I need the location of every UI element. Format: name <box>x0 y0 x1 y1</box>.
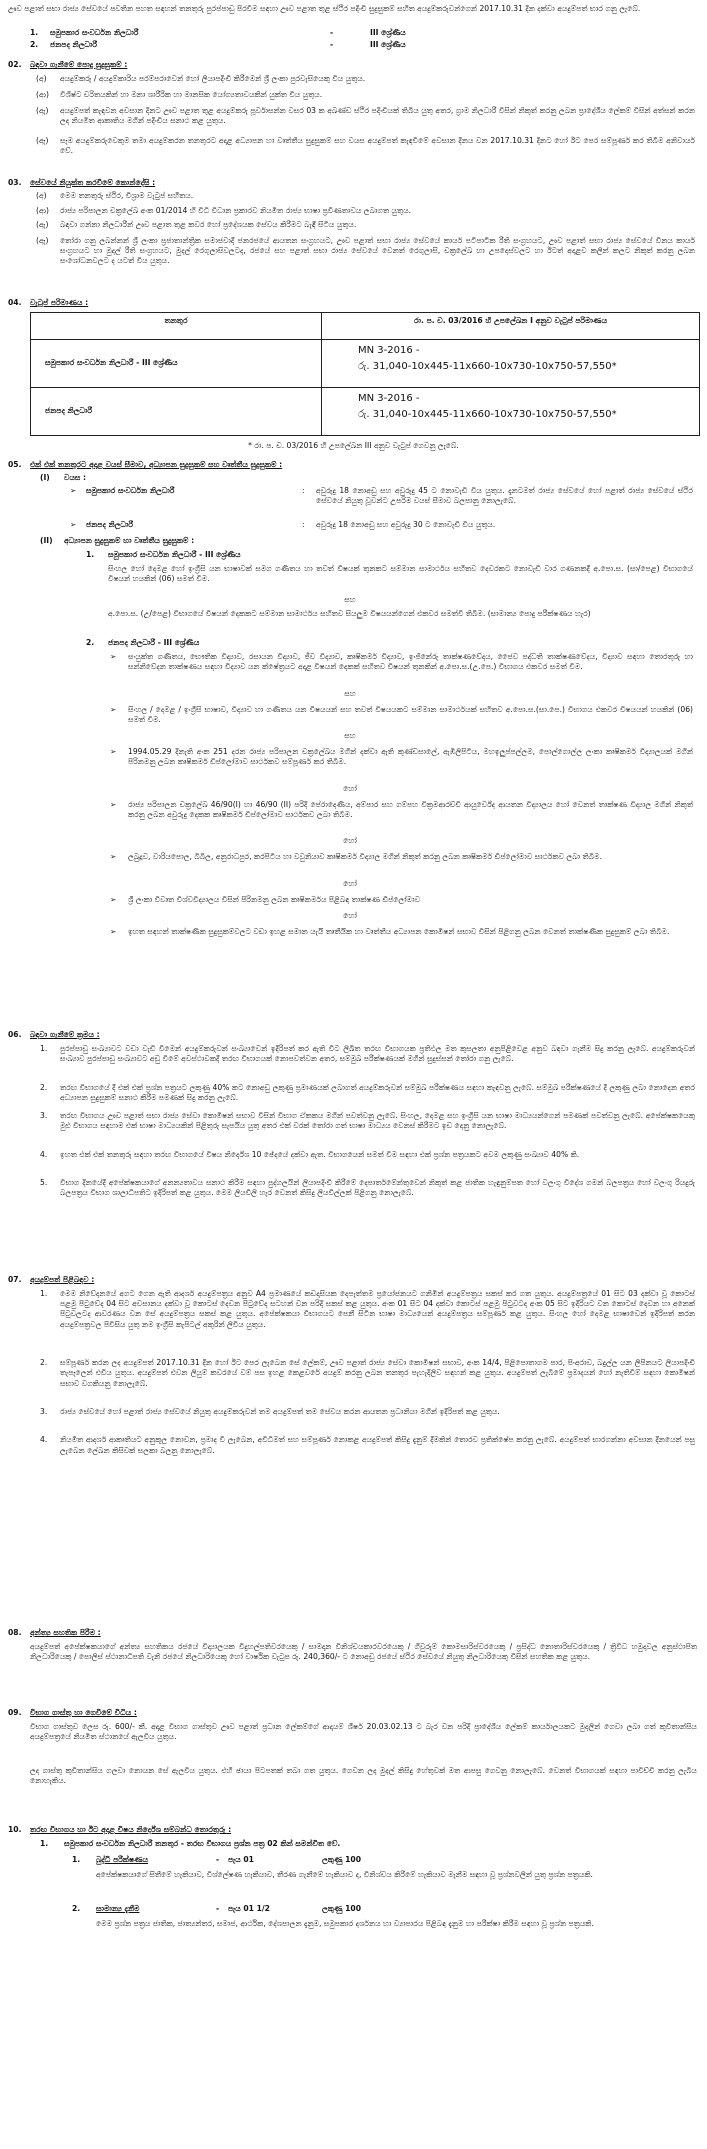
list-marker: (ඈ) <box>36 136 49 145</box>
table-cell-post: සමුපකාර සංවර්ධන නිලධාරී - III ශ්‍රේණිය <box>31 340 322 388</box>
age-post: ජනපද නිලධාරී <box>86 520 134 529</box>
section-number: 05. <box>8 460 22 469</box>
bullet-icon: ➢ <box>110 799 117 809</box>
section-number: 04. <box>8 298 22 307</box>
section-heading: අන්ත්‍ය සහතික පිරීම : <box>30 1628 101 1637</box>
paper-description: අපේක්ෂකයාගේ සිතීමේ හැකියාව, විශ්ලේෂණ හැකියාව, තීරණ ගැනීමේ හැකියාව ද, විනිශ්චය කිරීමේ හැකියාව මැනීම සඳහා වූ ප්‍රශ්නවලින් යුතු ප්‍රශ්න පත්‍රයකි. <box>96 1870 593 1879</box>
section-number: 03. <box>8 178 22 187</box>
section-heading: විභාග ගාස්තු හා ගෙවීමේ විධිය : <box>30 1708 137 1717</box>
qualification-text: ශ්‍රී ලංකා විවෘත විශ්වවිද්‍යාලය විසින් පිරිනමනු ලබන කෘෂිකර්මය පිළිබඳ තාක්ෂණ ඩිප්ලෝමාව <box>128 894 421 904</box>
section-number: 10. <box>8 1825 22 1834</box>
list-item-text: ඉහත එක් එක් තනතුරු සඳහා තරඟ විභාගයේ විෂය නිර්දේශ 10 ඡේදයේ දක්වා ඇත. විභාගයෙන් සමත් වීම සඳහා එක් ප්‍රශ්න පත්‍රයකට අවම ලකුණු සංඛ්‍යාව 40% කි. <box>60 1149 580 1159</box>
section-number: 08. <box>8 1628 22 1637</box>
qualification-text: රාජ්‍ය පරිපාලන චක්‍රලේඛ 46/90(I) හා 46/90 (II) පරිදි පේරාදෙණිය, අම්පාර සහ ගම්පහ වික්‍රමආරච්චි ආයුර්වේද ආයතන විද්‍යාලය හෝ වෙනත් තාක්ෂණ විද්‍යාල මගින් නිකුත් කරනු ලබන අවුරුදු දෙකක කෘෂිකර්ම ඩිප්ලෝමාව සාර්ථකව ලබා තිබීම. <box>128 799 693 819</box>
column-header-scale: රා. ප. ච. 03/2016 හි උපලේඛන I අනුව වැටුප් පරිමාණය <box>322 313 700 340</box>
bullet-icon: ➢ <box>70 520 77 529</box>
table-cell-post: ජනපද නිලධාරී <box>31 388 322 436</box>
intro-paragraph: ඌව පළාත් සභා රාජ්‍ය සේවයේ පවතින පහත සඳහන් තනතුරු පුරප්පාඩු පිරවීම සඳහා ඌව පළාත තුළ ස්ථිර පදිංචි සුදුසුකම් සහිත අයදුම්කරුවන්ගෙන් 2017.10.31 දින දක්වා අයදුම්පත් භාර ගනු ලැබේ. <box>8 4 641 13</box>
paper-marks: ලකුණු 100 <box>322 1904 361 1913</box>
list-item-text: රාජ්‍ය පරිපාලන චක්‍රලේඛ අංක 01/2014 හි විධි විධාන ප්‍රකාරව නියමිත රාජ්‍ය භාෂා ප්‍රවීණතාවය ලබාගත යුතුය. <box>60 206 412 215</box>
paper-name: සාමාන්‍ය දැනීම <box>96 1904 140 1913</box>
list-item-text: සම්පූර්ණ කරන ලද අයදුම්පත් 2017.10.31 දින හෝ ඊට පෙර ලැබෙන සේ ලේකම්, ඌව පළාත් රාජ්‍ය සේවා කොමිෂන් සභාව, අංක 14/4, පිළිපොතාගම පාර, පිංඅරාව, බදුල්ල යන ලිපිනයට ලියාපදිංචි තැපෑලෙන් එවිය යුතුය. අයදුම්පත් එවන ලියුම් කවරයේ වම් පස ඉහළ කෙළවරේ අයදුම් කරනු ලබන තනතුර පැහැදිලිව සඳහන් කළ යුතුය. අයදුම්පත් ලැබීමේ ප්‍රමාදයන් හෝ නැතිවීම් සඳහා කොමිෂන් සභාව වගකියනු නොලැබේ. <box>60 1358 695 1388</box>
list-item-text: මෙම තනතුරු ස්ථිර, විශ්‍රාම වැටුප් සහිතය. <box>60 191 194 200</box>
section-number: 09. <box>8 1708 22 1717</box>
list-marker: (අ) <box>36 191 47 200</box>
section-heading: එක් එක් තනතුරට අදාළ වයස් සීමාව, අධ්‍යාපන සුදුසුකම් සහ වෘත්තීය සුදුසුකම් : <box>30 460 283 469</box>
post-name: සමුපකාර සංවර්ධන නිලධාරී <box>50 28 139 37</box>
qual-post-title: ජනපද නිලධාරී - III ශ්‍රේණිය <box>108 638 200 647</box>
age-colon: : <box>302 520 305 529</box>
section-number: 02. <box>8 60 22 69</box>
bullet-icon: ➢ <box>110 852 117 862</box>
column-header-post: තනතුර <box>31 313 322 340</box>
list-item-text: පුරප්පාඩු සංඛ්‍යාවට වඩා වැඩි වීමෙන් අයදුම්කරුවන් සංඛ්‍යාවෙන් ඉදිරිපත් කර ඇති විට ලිඛිත තරඟ විභාගයක ප්‍රතිඵල මත කුසලතා අනුපිළිවෙළ අනුව බඳවා ගැනීම සිදු කරනු ලැබේ. අයදුම්කරුවන් සංඛ්‍යාව පුරප්පාඩු සංඛ්‍යාවට අඩු වීමේ අවස්ථාවකදී තරඟ විභාගයක් නොපවත්වන අතර, සම්මුඛ පරීක්ෂණයක් මගින් සුදුස්සන් තෝරා ගනු ලැබේ. <box>60 1044 696 1064</box>
subsection-marker: (I) <box>40 473 50 482</box>
table-cell-scale <box>322 340 700 388</box>
section-text: ලද ගාස්තු කුවිතාන්සිය ගලවා නොයන සේ ඇලවිය යුතුය. එහි ඡායා පිටපතක් තබා ගත යුතුය. ගෙවන ලද මුදල් කිසිදු හේතුවක් මත ආපසු ගෙවනු නොලැබේ. වෙනත් විභාගයක් සඳහා පාවිච්චි කරනු ලැබිය නොහැකිය. <box>30 1766 697 1786</box>
section-heading: අයදුම්පත් පිළිබඳව : <box>30 1275 95 1284</box>
scale-value: රු. 31,040-10x445-11x660-10x730-10x750-57,550* <box>358 409 617 420</box>
age-text: අවුරුදු 18 නොඅඩු සහ අවුරුදු 30 ට නොවැඩි විය යුතුය. <box>316 520 496 529</box>
post-grade: III ශ්‍රේණිය <box>370 28 406 37</box>
paper-duration: පැය 01 1/2 <box>228 1904 270 1913</box>
list-item-text: නියමිත ආදර්ශ ආකෘතියට අනුකූල නොවන, ප්‍රමාද වී ලැබෙන, අවිධිමත් සහ සම්පූර්ණ නොකළ අයදුම්පත් කිසිදු දැනුම් දීමකින් තොරව ප්‍රතික්ෂේප කරනු ලැබේ. අයදුම්පත් භාරගන්නා අවසාන දිනයෙන් පසු ලැබෙන ලේඛන කිසිවක් සලකා බලනු නොලැබේ. <box>60 1435 695 1455</box>
post-number: 2. <box>30 40 39 49</box>
salary-note: * රා. ප. ච. 03/2016 හි උපලේඛන III අනුව වැටුප් ගෙවනු ලැබේ. <box>248 441 459 450</box>
bullet-icon: ➢ <box>70 486 77 495</box>
subsection-heading: අධ්‍යාපන සුදුසුකම් හා වෘත්තීය සුදුසුකම් : <box>64 536 195 545</box>
section-number: 06. <box>8 1030 22 1039</box>
post-grade: III ශ්‍රේණිය <box>370 40 406 49</box>
qualification-text: ලබුදූව, වාරියපොල, බිබිල, අනුරාධපුර, කරපිටිය හා වවුනියාව කෘෂිකර්ම විද්‍යාල මගින් නිකුත් කරනු ලබන කෘෂිකර්ම ඩිප්ලෝමාව සාර්ථකව ලබා තිබීම. <box>128 852 603 862</box>
list-item-text: රාජ්‍ය සේවයේ හෝ පළාත් රාජ්‍ය සේවයේ නියුතු අයදුම්කරුවන් තම අයදුම්පත් තම සේවය කරන ආයතන ප්‍රධානියා මගින් ඉදිරිපත් කළ යුතුය. <box>60 1407 500 1416</box>
list-marker: (ආ) <box>36 90 49 99</box>
list-marker: 1. <box>40 1289 48 1298</box>
list-marker: 2. <box>40 1082 48 1092</box>
scale-code: MN 3-2016 - <box>358 393 420 404</box>
list-marker: 5. <box>40 1178 48 1187</box>
list-item-text: මෙම නිවේදනයේ අගට ගෙන ඇති ආදර්ශ අයදුම්පත්‍රය අනුව A4 ප්‍රමාණයේ කඩදාසියක දෙපැත්තම ප්‍රයෝජනයට ගනිමින් අයදුම්පත්‍රය සකස් කර ගත යුතුය. අයදුම්පත්‍රයේ 01 සිට 03 දක්වා වූ කොටස් පළමු පිටුවේද 04 සිට අවසානය දක්වා වූ කොටස් දෙවන පිටුවේද සටහන් වන පරිදි සකස් කළ යුතුය. අංක 01 සිට 04 දක්වා කොටස් පළමු පිටුවටද අංක 05 සිට ඉදිරියට වන කොටස් දෙවන හා අනෙක් පිටුවලටද ආවරණය වන සේ අයදුම්පත්‍රය සකස් කළ යුතුය. අපේක්ෂකයා විභාගයට පෙනී සිටින භාෂා මාධ්‍යයෙන් අයදුම්පත්‍රය සම්පූර්ණ කළ යුතුය. සිංහල හෝ දෙමළ භාෂාවෙන් ඉදිරිපත් කරන අයදුම්පත්‍රවල පිවිසිය යුතු නම ඉංග්‍රීසි කැපිටල් අකුරින් ලිවිය යුතුය. <box>60 1289 695 1329</box>
list-marker: (ඇ) <box>36 220 49 229</box>
table-row <box>31 340 700 388</box>
connector-text: හෝ <box>343 910 357 920</box>
and-label: සහ <box>344 595 356 604</box>
list-marker: 1. <box>40 1044 48 1053</box>
list-item-text: විභාග දිනයේදී අපේක්ෂකයාගේ අනන්‍යතාවය සනාථ කිරීම සඳහා පුද්ගලයින් ලියාපදිංචි කිරීමේ දෙපාර්තමේන්තුවෙන් නිකුත් කළ ජාතික හැඳුනුම්පත හෝ වලංගු විදේශ ගමන් බලපත්‍රය හෝ වලංගු රියදුරු බලපත්‍රය විභාග ශාලාධිපතිට ඉදිරිපත් කළ යුතුය. මෙම ලියවිලි හැර වෙනත් කිසිදු ලියවිල්ලක් පිළිගනු නොලැබේ. <box>60 1178 695 1198</box>
bullet-icon: ➢ <box>110 894 117 904</box>
age-post: සමුපකාර සංවර්ධන නිලධාරී <box>86 486 175 495</box>
qualification-text: සංයුක්ත ගණිතය, භෞතික විද්‍යාව, රසායන විද්‍යාව, ජීව විද්‍යාව, කෘෂිකර්ම විද්‍යාව, ඉංජිනේරු තාක්ෂණවේදය, ජෛව පද්ධති තාක්ෂණවේදය, විද්‍යාව සඳහා තොරතුරු හා සන්නිවේදන තාක්ෂණය සඳහා විද්‍යාව යන ක්ෂේත්‍රයට අදාළ විෂයන් දෙකක් සහිතව විෂයන් තුනකින් අ.පො.ස.(උ.පෙ.) විභාගය එකවර සමත් වීම. <box>128 652 693 672</box>
section-heading: තරඟ විභාගය හා ඊට අදාළ විෂය නිර්දේශ සම්බන්ධ තොරතුරු : <box>30 1825 232 1834</box>
paper-name: බුද්ධි පරීක්ෂණය <box>96 1855 149 1864</box>
list-marker: (අ) <box>36 74 47 83</box>
qual-text: අ.පො.ස. (උ/පෙළ) විභාගයේ විෂයන් දෙකකට සම්මාන සාමාර්ථය සහිතව සියලුම විෂයයන්ගෙන් එකවර සමත්වී තිබීම. (සාමාන්‍ය පොදු පරීක්ෂණය හැර) <box>108 609 591 618</box>
section-heading: බඳවා ගැනීමේ පොදු සුදුසුකම් : <box>30 60 128 69</box>
connector-text: හෝ <box>343 783 357 793</box>
paper-number: 1. <box>72 1855 81 1864</box>
bullet-icon: ➢ <box>110 652 117 661</box>
paper-number: 2. <box>72 1904 81 1913</box>
age-text: අවුරුදු 18 නොඅඩු සහ අවුරුදු 45 ට නොවැඩි විය යුතුය. දැනටමත් රාජ්‍ය සේවයේ හෝ පළාත් රාජ්‍ය සේවයේ ස්ථිර සේවයේ නියුතු වූවන්ට උපරිම වයස් සීමාව බලපානු නොලැබේ. <box>316 486 693 506</box>
bullet-icon: ➢ <box>110 704 117 714</box>
list-marker: (ආ) <box>36 206 49 215</box>
connector-text: හෝ <box>343 836 357 846</box>
bullet-icon: ➢ <box>110 926 117 936</box>
list-item-text: තරඟ විභාගය ඌව පළාත් සභා රාජ්‍ය සේවා කොමිෂන් සභාව විසින් විභාග ඒකකය මගින් පවත්වනු ලැබේ. සිංහල, දෙමළ සහ ඉංග්‍රීසි යන භාෂා මාධ්‍යයන්ගෙන් පමණක් පවත්වනු ලැබේ. අපේක්ෂකයෙකු මුළු විභාගය සඳහාම එක් භාෂා මාධ්‍යයකින් පිළිතුරු සැපයිය යුතු අතර එක් වරක් තෝරා ගත් භාෂා මාධ්‍යය වෙනස් කිරීමට ඉඩ දෙනු නොලැබේ. <box>60 1111 695 1131</box>
section-heading: බඳවා ගැනීමේ ක්‍රමය : <box>30 1030 100 1039</box>
list-item-text: අයදුම්කරු / අයදුම්කාරිය පරම්පරාවෙන් හෝ ලියාපදිංචි කිරීමෙන් ශ්‍රී ලංකා පුරවැසියෙකු විය යුතුය. <box>60 74 366 83</box>
connector-text: සහ <box>344 731 356 740</box>
list-marker: 4. <box>40 1149 48 1159</box>
list-marker: 2. <box>40 1358 48 1368</box>
list-item-text: විශිෂ්ට චරිතයකින් හා මනා ශාරීරික හා මානසික යෝග්‍යතාවයකින් යුක්ත විය යුතුය. <box>60 90 323 99</box>
paper-description: මෙම ප්‍රශ්න පත්‍රය ජාතික, ජාත්‍යන්තර, සමාජ, ආර්ථික, දේශපාලන දැනුම, සමුපකාර දර්ශනය හා ව්‍යාපාරය පිළිබඳ දැනුම හා පරීක්ෂා කිරීම සඳහා වූ ප්‍රශ්න පත්‍රයකි. <box>96 1919 594 1928</box>
qual-post-number: 2. <box>86 638 95 647</box>
post-dash: - <box>330 40 334 49</box>
qualification-text: 1994.05.29 දිනැති අංක 251 දරන රාජ්‍ය පරිපාලන චක්‍රලේඛය මගින් දක්වා ඇති කුණ්ඩසාලේ, ඇඹිලිපිටිය, මහඉලුප්පල්ලම, පොල්ගොල්ල ලංකා කෘෂිකර්ම විද්‍යාලයක් මගින් පිරිනමනු ලබන කෘෂිකර්ම ඩිප්ලෝමාව සාර්ථකව සම්පූර්ණ කර තිබීම. <box>128 747 693 767</box>
section-text: අයදුම්පත් අපේක්ෂකයාගේ අන්ත්‍ය සහතිකය රජයේ විද්‍යාලයක විදුහල්පතිවරයෙකු / සාමදාන විනිශ්චයකාරවරයෙකු / ගිවුරුම් කොමසාරිස්වරයෙකු / ප්‍රසිද්ධ නොතාරිස්වරයෙකු / ත්‍රිවිධ හමුදාවල අනුස්ථාපිත නිලධාරියෙකු / පොලිස් ස්ථානාධිපති වැනි රජයේ නිලධාරියෙකු හෝ වාර්ෂික වැටුප රු. 240,360/- ට නොඅඩු රජයේ ස්ථිර සේවයේ නියුතු නිලධාරියෙකු විසින් සහතික කළ යුතුය. <box>30 1642 697 1662</box>
paper-marks: ලකුණු 100 <box>322 1855 361 1864</box>
qual-text: සිංහල හෝ දෙමළ හෝ ඉංග්‍රීසි යන භාෂාවක් සමග ගණිතය හා තවත් විෂයක් තුනකට සම්මාන සාමාර්ථය සහිතව දෙවරකට නොවැඩි වාර ගණනකදී අ.පො.ස. (සා/පෙළ) විභාගයේ විෂයන් හයකින් (06) සමත් වීම. <box>108 564 693 584</box>
post-dash: - <box>330 28 334 37</box>
age-colon: : <box>302 486 305 495</box>
paper-dash: - <box>216 1904 220 1913</box>
list-item-text: තරඟ විභාගයේ දී එක් එක් ප්‍රශ්න පත්‍රයට ලකුණු 40% කට නොඅඩු ලකුණු ප්‍රමාණයක් ලබාගත් අයදුම්කරුවන් සම්මුඛ පරීක්ෂණය සඳහා කැඳවනු ලැබේ. සම්මුඛ පරීක්ෂණයේ දී ලකුණු ලබා නොදෙන අතර අධ්‍යාපන සුදුසුකම් සනාථ කිරීම පමණක් සිදු කරනු ලැබේ. <box>60 1082 695 1102</box>
table-row <box>31 388 700 436</box>
paper-duration: පැය 01 <box>228 1855 254 1864</box>
qualification-text: සිංහල / දෙමළ / ඉංග්‍රීසි භාෂාව, විද්‍යාව හා ගණිතය යන විෂයයන් සහ තවත් විෂයයකට සම්මාන සාමාර්ථයක් සහිතව අ.පො.ස.(සා.පෙ.) විභාගය එකවර විෂයයන් හයකින් (06) සමත් වීම. <box>128 704 693 724</box>
qualification-text: ඉහත සඳහන් තාක්ෂණික සුදුසුකම්වලට වඩා ඉහළ සමාන යැයි තෘතීයික හා වෘත්තීය අධ්‍යාපන කොමිෂන් සභාව විසින් පිළිගනු ලබන වෙනත් තාක්ෂණික සුදුසුකම් ලබා තිබීම. <box>128 926 670 936</box>
list-item-text: තෝරා ගනු ලබන්නන් ශ්‍රී ලංකා ප්‍රජාතාන්ත්‍රික සමාජවාදී ජනරජයේ ආයතන සංග්‍රහයට, ඌව පළාත් සභා රාජ්‍ය සේවයේ කාර්ය පටිපාටික රීති සංග්‍රහයට, ඌව පළාත් සභා රාජ්‍ය සේවයේ විනය කාර්ය සංග්‍රහයට හා මුදල් රීති සංග්‍රහයට, මුදල් රෙගුලාසිවලටද, රජයේ සහ පළාත් සභා රාජ්‍ය සේවයේ වෙනත් රෙගුලාසි, චක්‍රලේඛ හා උපදෙස්වලට හා ඊටත් අදාළව කලින් කලට නිකුත් කරනු ලබන සංශෝධනවලට ද යටත් විය යුතුය. <box>60 236 695 266</box>
section-heading: වැටුප් පරිමාණය : <box>30 298 89 307</box>
list-marker: (ඇ) <box>36 106 49 115</box>
table-header-row <box>31 313 700 340</box>
post-number: 1. <box>30 28 39 37</box>
list-marker: 3. <box>40 1407 48 1416</box>
exam-post-number: 1. <box>40 1839 49 1848</box>
table-cell-scale <box>322 388 700 436</box>
list-item-text: අයදුම්පත් කැඳවන අවසාන දිනට ඌව පළාත තුළ අයදුම්කරු පූර්වාසන්න වසර 03 ක අඛණ්ඩ ස්ථිර පදිංචියක් තිබිය යුතු අතර, ග්‍රාම නිලධාරී විසින් නිකුත් කරනු ලබන ප්‍රාදේශීය ලේකම් විසින් අත්සන් කරන ලද නියමිත ආකෘතිය මගින් පදිංචිය සනාථ කළ යුතුය. <box>60 106 695 126</box>
list-item-text: බඳවා ගන්නා නිලධාරීන් ඌව පළාත තුළ කවර හෝ ප්‍රදේශයක සේවය කිරීමට බැඳී සිටිය යුතුය. <box>60 220 357 229</box>
list-marker: (ඈ) <box>36 236 49 245</box>
qual-post-number: 1. <box>86 550 95 559</box>
scale-value: රු. 31,040-10x445-11x660-10x730-10x750-57,550* <box>358 361 617 372</box>
subsection-marker: (II) <box>40 536 53 545</box>
bullet-icon: ➢ <box>110 747 117 756</box>
paper-dash: - <box>216 1855 220 1864</box>
scale-code: MN 3-2016 - <box>358 345 420 356</box>
section-heading: සේවයේ නියුක්ත කරවීමේ කොන්දේසි : <box>30 178 156 187</box>
connector-text: හෝ <box>343 878 357 888</box>
section-text: විභාග ගාස්තුව ලෙස රු. 600/- කී. අදාළ විභාග ගාස්තුව ඌව පළාත් ප්‍රධාන ලේකම්ගේ ආදායම් ශීර්ෂ 20.03.02.13 ට බැර වන පරිදි ප්‍රාදේශීය ලේකම් කාර්යාලයකට මුදලින් ගෙවා ලබා ගත් කුවිතාන්සිය අයදුම්පත්‍රයේ නියමිත ස්ථානයේ ඇලවිය යුතුය. <box>30 1722 697 1742</box>
salary-scale-table <box>30 312 700 436</box>
list-marker: 3. <box>40 1111 48 1120</box>
subsection-heading: වයස : <box>64 473 87 482</box>
connector-text: සහ <box>344 688 356 698</box>
post-name: ජනපද නිලධාරී <box>50 40 98 49</box>
section-number: 07. <box>8 1275 22 1284</box>
list-marker: 4. <box>40 1435 48 1445</box>
list-item-text: සෑම අයදුම්කරුවෙකුම තමා අයදුම්කරන තනතුරට අදාළ අධ්‍යාපන හා වෘත්තීය සුදුසුකම් සහ වයස අයදුම්පත් කැඳවීමේ අවසාන දිනය වන 2017.10.31 දිනට හෝ ඊට පෙර සම්පූර්ණ කර තිබීම අනිවාර්ය වේ. <box>60 136 695 156</box>
qual-post-title: සමුපකාර සංවර්ධන නිලධාරී - III ශ්‍රේණිය <box>108 550 241 559</box>
exam-post-title: සමුපකාර සංවර්ධන නිලධාරී තනතුර - තරඟ විභාගය ප්‍රශ්න පත්‍ර 02 කින් සමන්විත වේ. <box>64 1839 341 1848</box>
